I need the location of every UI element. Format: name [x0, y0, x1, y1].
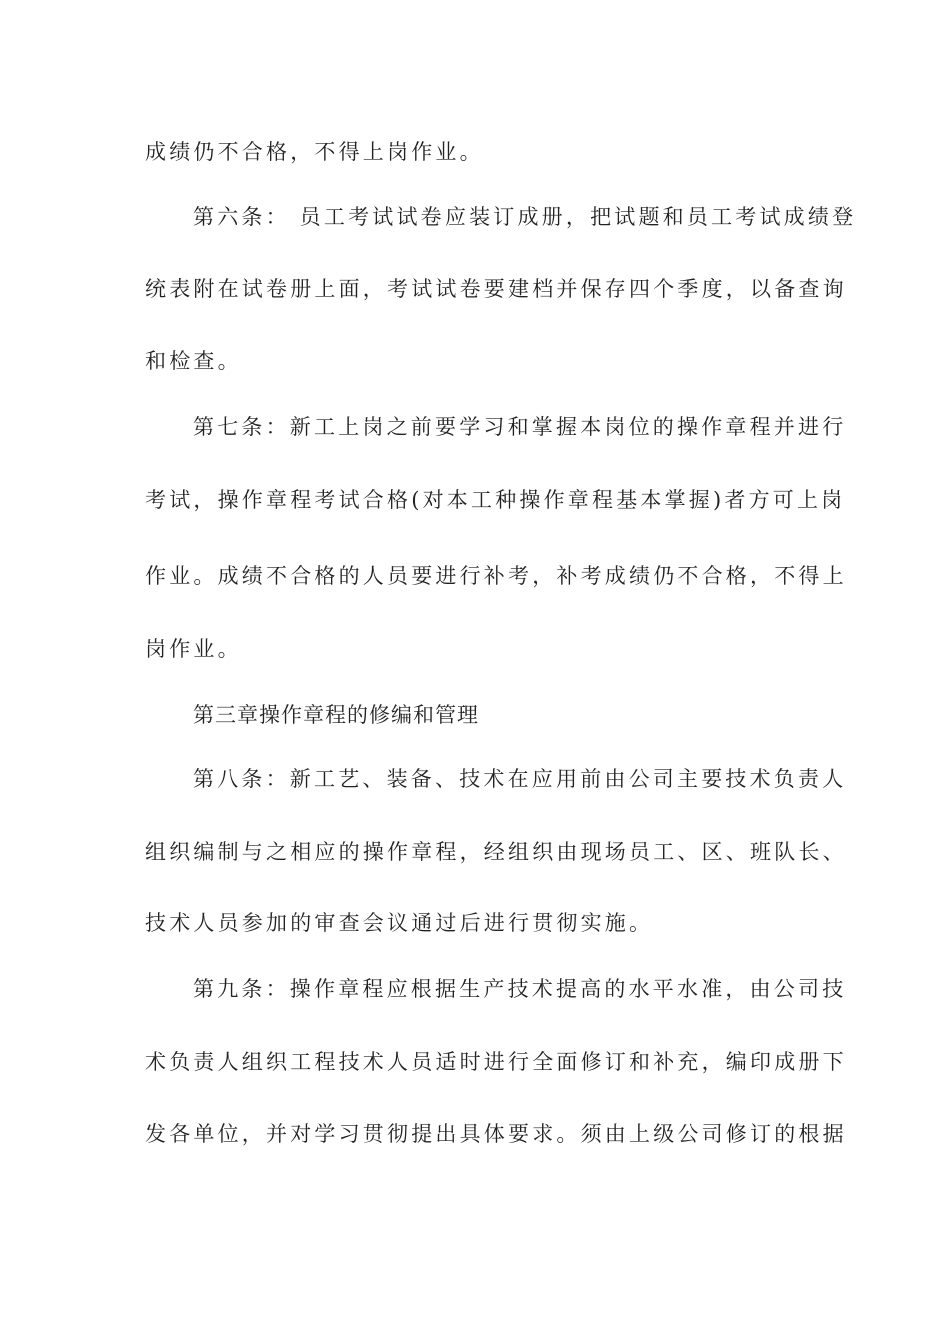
text-line-3: 统表附在试卷册上面，考试试卷要建档并保存四个季度，以备查询: [145, 277, 847, 301]
chapter-heading: 第三章操作章程的修编和管理: [193, 703, 479, 727]
text-line-7: 作业。成绩不合格的人员要进行补考，补考成绩仍不合格，不得上: [145, 564, 847, 588]
article-9-line: 第九条：操作章程应根据生产技术提高的水平水准，由公司技: [193, 977, 847, 1001]
text-line-1: 成绩仍不合格，不得上岗作业。: [145, 140, 484, 164]
text-line-14: 术负责人组织工程技术人员适时进行全面修订和补充，编印成册下: [145, 1050, 847, 1074]
article-6-line: 第六条： 员工考试试卷应装订成册，把试题和员工考试成绩登: [193, 205, 857, 229]
text-line-4: 和检查。: [145, 349, 242, 373]
article-8-line: 第八条：新工艺、装备、技术在应用前由公司主要技术负责人: [193, 767, 847, 791]
article-7-line: 第七条：新工上岗之前要学习和掌握本岗位的操作章程并进行: [193, 415, 847, 439]
text-line-8: 岗作业。: [145, 637, 242, 661]
text-line-15: 发各单位，并对学习贯彻提出具体要求。须由上级公司修订的根据: [145, 1122, 847, 1146]
text-line-11: 组织编制与之相应的操作章程，经组织由现场员工、区、班队长、: [145, 840, 847, 864]
text-line-6: 考试，操作章程考试合格(对本工种操作章程基本掌握)者方可上岗: [145, 488, 846, 512]
text-line-12: 技术人员参加的审查会议通过后进行贯彻实施。: [145, 911, 654, 935]
